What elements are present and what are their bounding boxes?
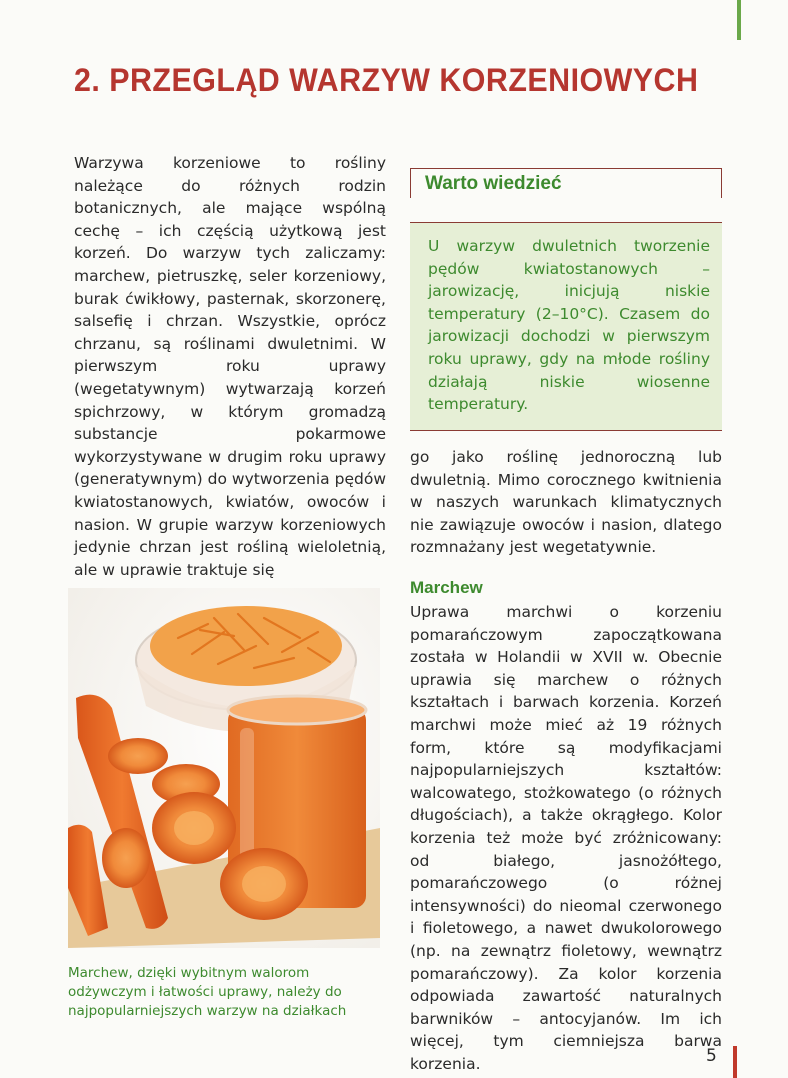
carrot-photo	[68, 588, 380, 948]
photo-caption: Marchew, dzięki wybitnym walorom odżywczym i łatwości uprawy, należy do najpopularniejszych warzyw na działkach	[68, 965, 347, 1019]
info-box	[410, 168, 722, 431]
page-title: 2. PRZEGLĄD WARZYW KORZENIOWYCH	[74, 62, 699, 98]
bottom-page-marker	[733, 1046, 737, 1078]
top-page-marker	[737, 0, 741, 40]
intro-text-continuation: go jako roślinę jednoroczną lub dwuletnią. Mimo corocznego kwitnienia w naszych warunkach klimatycznych nie zawiązuje owoców i nasion, dlatego rozmnażany jest wegetatywnie.	[410, 448, 722, 557]
info-box-body: U warzyw dwuletnich tworzenie pędów kwiatostanowych – jarowizację, inicjują niskie temperatury (2–10°C). Czasem do jarowizacji dochodzi w pierwszym roku uprawy, gdy na młode rośliny działają niskie wiosenne temperatury.	[410, 222, 722, 431]
page-number: 5	[706, 1046, 717, 1066]
info-box-title: Warto wiedzieć	[410, 168, 722, 198]
section-heading-marchew: Marchew	[410, 578, 483, 597]
intro-text-left: Warzywa korzeniowe to rośliny należące do różnych rodzin botanicznych, ale mające wspólną cechę – ich częścią użytkową jest korzeń. Do warzyw tych zaliczamy: marchew, pietruszkę, seler korzeniowy, burak ćwikłowy, pasternak, skorzonerę, salsefię i chrzan. Wszystkie, oprócz chrzanu, są roślinami dwuletnimi. W pierwszym roku uprawy (wegetatywnym) wytwarzają korzeń spichrzowy, w którym gromadzą substancje pokarmowe wykorzystywane w drugim roku uprawy (generatywnym) do wytworzenia pędów kwiatostanowych, kwiatów, owoców i nasion. W grupie warzyw korzeniowych jedynie chrzan jest rośliną wieloletnią, ale w uprawie traktuje się	[74, 154, 386, 579]
marchew-text: Uprawa marchwi o korzeniu pomarańczowym zapoczątkowana została w Holandii w XVII w. Obecnie uprawia się marchew o różnych kształtach i barwach korzenia. Korzeń marchwi może mieć aż 19 różnych form, które są modyfikacjami najpopularniejszych kształtów: walcowatego, stożkowatego (o różnych długościach), a także okrągłego. Kolor korzenia też może być zróżnicowany: od białego, jasnożółtego, pomarańczowego (o różnej intensywności) do nieomal czerwonego i fioletowego, a nawet dwukolorowego (np. na zewnątrz fioletowy, wewnątrz pomarańczowy). Za kolor korzenia odpowiada zawartość naturalnych barwników – antocyjanów. Im ich więcej, tym ciemniejsza barwa korzenia.	[410, 603, 722, 1073]
